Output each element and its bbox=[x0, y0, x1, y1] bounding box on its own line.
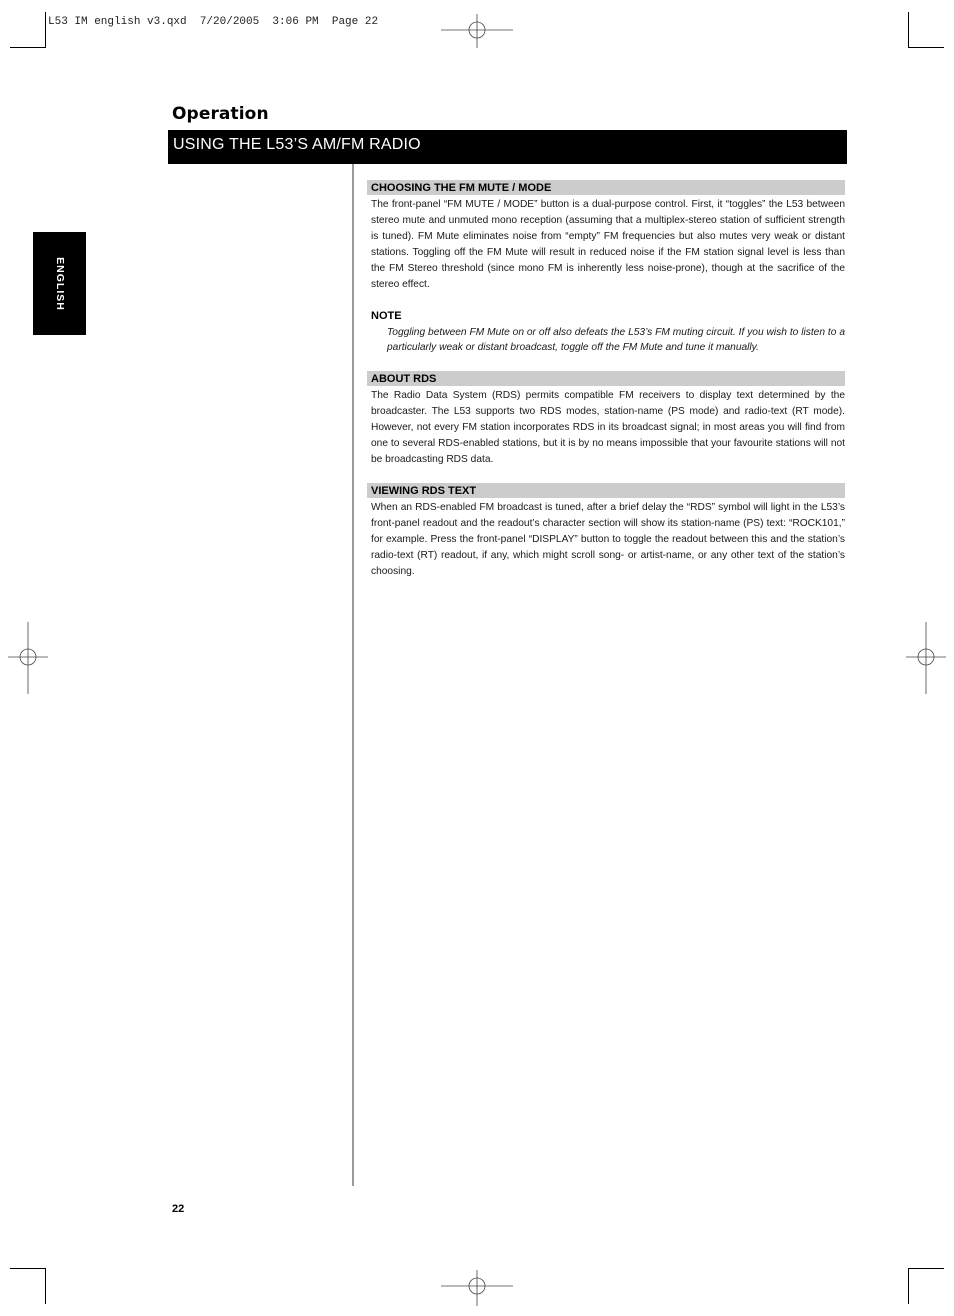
section-body: When an RDS-enabled FM broadcast is tuned, after a brief delay the “RDS” symbol will light in the L53’s front-panel readout and the readout’s character section will show its station-name (PS) text: “ROCK101,” for example. Press the front-panel “DISPLAY” button to toggle the readout between this and the station’s radio-text (RT) readout, if any, which might scroll song- or artist-name, or any other text of the station’s choosing. bbox=[371, 502, 845, 577]
language-tab-label: ENGLISH bbox=[53, 256, 66, 311]
language-tab bbox=[33, 232, 86, 335]
section-fm-mute-mode bbox=[367, 180, 845, 293]
section-heading: VIEWING RDS TEXT bbox=[367, 483, 845, 498]
page-number: 22 bbox=[172, 1203, 185, 1215]
registration-mark-top bbox=[441, 14, 513, 48]
section-viewing-rds-text bbox=[367, 483, 845, 580]
section-body: The Radio Data System (RDS) permits compatible FM receivers to display text determined by the broadcaster. The L53 supports two RDS modes, station-name (PS mode) and radio-text (RT mode). However, not every FM station incorporates RDS in its broadcast signal; in most areas you will find from one to several RDS-enabled stations, but it is by no means impossible that your favourite stations will not be broadcasting RDS data. bbox=[371, 390, 845, 465]
section-title: Operation bbox=[172, 104, 269, 124]
registration-mark-bottom bbox=[441, 1270, 513, 1306]
page-title: USING THE L53’S AM/FM RADIO bbox=[173, 136, 421, 153]
registration-mark-left bbox=[8, 622, 48, 694]
note-label: NOTE bbox=[371, 310, 402, 322]
note-text: Toggling between FM Mute on or off also defeats the L53’s FM muting circuit. If you wish to listen to a particularly weak or distant broadcast, toggle off the FM Mute and tune it manually. bbox=[387, 327, 845, 353]
section-body: The front-panel “FM MUTE / MODE” button is a dual-purpose control. First, it “toggles” the L53 between stereo mute and unmuted mono reception (assuming that a multiplex-stereo station of sufficient strength is tuned). FM Mute eliminates noise from “empty” FM frequencies but also mutes very weak or distant stations. Toggling off the FM Mute will result in reduced noise if the FM station signal level is less than the FM Stereo threshold (since mono FM is inherently less noise-prone), though at the sacrifice of the stereo effect. bbox=[371, 199, 845, 290]
section-heading: ABOUT RDS bbox=[367, 371, 845, 386]
printer-slug: L53 IM english v3.qxd 7/20/2005 3:06 PM Page 22 bbox=[48, 16, 379, 28]
registration-mark-right bbox=[906, 622, 946, 694]
section-about-rds bbox=[367, 371, 845, 468]
page-title-bar bbox=[168, 130, 847, 164]
column-divider bbox=[352, 164, 354, 1186]
section-heading: CHOOSING THE FM MUTE / MODE bbox=[367, 180, 845, 195]
